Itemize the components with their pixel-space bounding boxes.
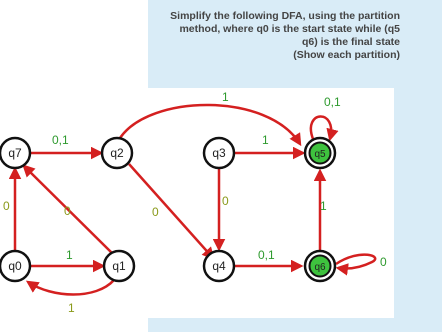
state-q3-label: q3 xyxy=(212,146,226,160)
state-q1 xyxy=(104,251,134,281)
state-q5-label: q5 xyxy=(314,149,326,160)
edge-q1-q0 xyxy=(28,280,114,295)
label-q2-q4: 0 xyxy=(152,205,159,219)
label-q2-q5: 1 xyxy=(222,90,229,104)
state-q5 xyxy=(305,138,335,168)
edge-q5-self xyxy=(311,116,331,139)
label-q5-self: 0,1 xyxy=(324,95,341,109)
state-q2-label: q2 xyxy=(110,146,124,160)
question-line-2: method, where q0 is the start state while (q5 xyxy=(179,23,400,35)
state-q4-label: q4 xyxy=(212,259,226,273)
question-line-1: Simplify the following DFA, using the partition xyxy=(170,10,400,22)
state-q0-label: q0 xyxy=(8,259,22,273)
state-q4 xyxy=(204,251,234,281)
state-q1-label: q1 xyxy=(112,259,126,273)
edge-q2-q4 xyxy=(129,164,213,258)
edge-q6-self xyxy=(336,255,375,269)
label-q3-q4: 0 xyxy=(222,194,229,208)
label-q3-q5: 1 xyxy=(262,133,269,147)
label-q6-self: 0 xyxy=(380,255,387,269)
state-q6-label: q6 xyxy=(314,262,326,273)
state-q6 xyxy=(305,251,335,281)
question-line-4: (Show each partition) xyxy=(293,49,400,61)
label-q7-q0: 0 xyxy=(3,199,10,213)
state-q7 xyxy=(0,138,30,168)
label-q6-q5: 1 xyxy=(320,199,327,213)
label-q1-q0: 1 xyxy=(68,301,75,315)
state-q0 xyxy=(0,251,30,281)
label-q0-q1: 1 xyxy=(66,248,73,262)
edge-q2-q5 xyxy=(120,105,300,144)
label-q4-q6: 0,1 xyxy=(258,248,275,262)
label-q1-q7: 0 xyxy=(64,204,71,218)
label-q7-q2: 0,1 xyxy=(52,133,69,147)
state-q3 xyxy=(204,138,234,168)
state-q7-label: q7 xyxy=(8,146,22,160)
state-q2 xyxy=(102,138,132,168)
question-line-3: q6) is the final state xyxy=(301,36,400,48)
